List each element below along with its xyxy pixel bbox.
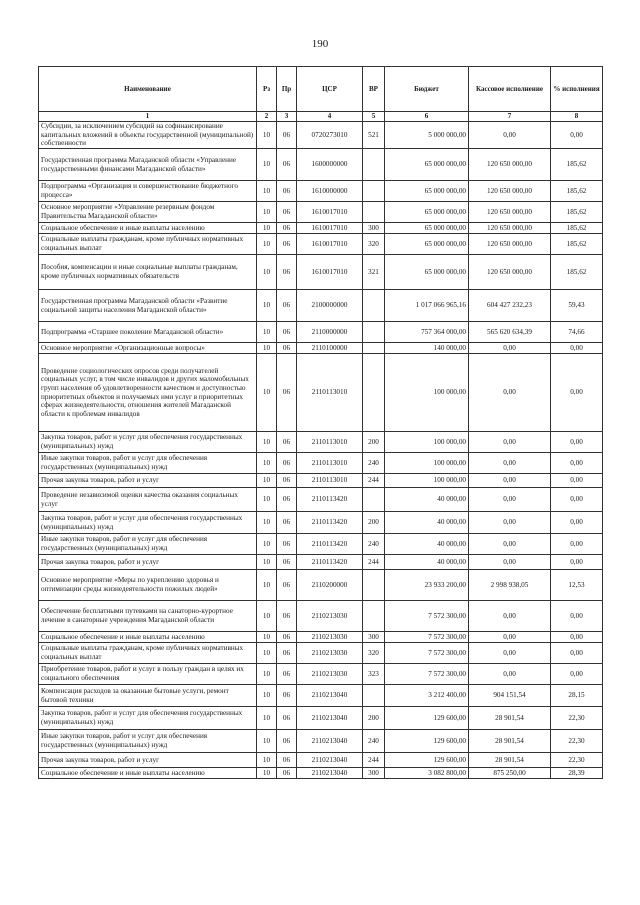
cell-csr: 2110200000 (297, 570, 363, 601)
cell-pr: 06 (277, 354, 297, 432)
cell-budget: 129 600,00 (385, 753, 469, 768)
table-row (39, 570, 603, 601)
cell-cash: 0,00 (469, 432, 551, 453)
cell-vr: 320 (363, 643, 385, 664)
cell-budget: 7 572 300,00 (385, 632, 469, 643)
cell-pct: 22,30 (551, 730, 603, 753)
cell-pct: 59,43 (551, 290, 603, 322)
header-rz: Рз (257, 67, 277, 112)
cell-csr: 1600000000 (297, 149, 363, 181)
cell-rz: 10 (257, 707, 277, 730)
cell-cash: 120 650 000,00 (469, 202, 551, 223)
table-row (39, 768, 603, 779)
cell-pr: 06 (277, 570, 297, 601)
cell-budget: 7 572 300,00 (385, 643, 469, 664)
cell-rz: 10 (257, 255, 277, 290)
cell-budget: 40 000,00 (385, 488, 469, 512)
cell-budget: 3 212 400,00 (385, 685, 469, 707)
table-row (39, 223, 603, 234)
cell-pct: 185,62 (551, 202, 603, 223)
cell-name: Социальное обеспечение и иные выплаты населению (39, 768, 257, 779)
cell-budget: 100 000,00 (385, 474, 469, 488)
cell-budget: 129 600,00 (385, 730, 469, 753)
cell-vr: 320 (363, 234, 385, 255)
cell-rz: 10 (257, 488, 277, 512)
cell-budget: 100 000,00 (385, 453, 469, 474)
col-number: 1 (39, 112, 257, 122)
cell-vr: 300 (363, 768, 385, 779)
cell-csr: 0720273010 (297, 122, 363, 149)
cell-pct: 28,39 (551, 768, 603, 779)
cell-csr: 1610017010 (297, 234, 363, 255)
cell-rz: 10 (257, 643, 277, 664)
header-csr: ЦСР (297, 67, 363, 112)
cell-vr (363, 601, 385, 632)
cell-name: Основное мероприятие «Управление резервным фондом Правительства Магаданской области» (39, 202, 257, 223)
col-number: 8 (551, 112, 603, 122)
cell-vr: 240 (363, 453, 385, 474)
cell-pct: 22,30 (551, 707, 603, 730)
cell-csr: 1610017010 (297, 255, 363, 290)
cell-csr: 2110213030 (297, 601, 363, 632)
cell-csr: 2110213040 (297, 707, 363, 730)
cell-pct: 0,00 (551, 534, 603, 555)
cell-vr: 521 (363, 122, 385, 149)
cell-pct: 0,00 (551, 432, 603, 453)
cell-csr: 1610017010 (297, 202, 363, 223)
table-row (39, 234, 603, 255)
cell-pr: 06 (277, 202, 297, 223)
table-row (39, 343, 603, 354)
cell-name: Иные закупки товаров, работ и услуг для обеспечения государственных (муниципальных) нужд (39, 730, 257, 753)
cell-cash: 0,00 (469, 534, 551, 555)
cell-cash: 0,00 (469, 632, 551, 643)
cell-vr (363, 488, 385, 512)
cell-csr: 2110113010 (297, 354, 363, 432)
table-row (39, 354, 603, 432)
cell-pr: 06 (277, 534, 297, 555)
cell-cash: 0,00 (469, 555, 551, 570)
header-budget: Бюджет (385, 67, 469, 112)
cell-csr: 2110113420 (297, 488, 363, 512)
cell-name: Проведение социологических опросов среди получателей социальных услуг, в том числе инвалидов и других маломобильных групп населения об удовлетворенности качеством и доступностью приоритетных объектов и получаемых ими услуг в приоритетных сферах жизнедеятельности, отношения жителей Магаданской области к проблемам инвалидов (39, 354, 257, 432)
table-row (39, 730, 603, 753)
cell-rz: 10 (257, 730, 277, 753)
cell-vr (363, 202, 385, 223)
cell-budget: 129 600,00 (385, 707, 469, 730)
table-row (39, 432, 603, 453)
cell-name: Социальные выплаты гражданам, кроме публичных нормативных социальных выплат (39, 234, 257, 255)
page-number: 190 (311, 38, 329, 50)
cell-cash: 28 901,54 (469, 730, 551, 753)
cell-cash: 0,00 (469, 354, 551, 432)
cell-cash: 0,00 (469, 343, 551, 354)
cell-cash: 0,00 (469, 512, 551, 534)
cell-name: Закупка товаров, работ и услуг для обеспечения государственных (муниципальных) нужд (39, 707, 257, 730)
cell-pct: 74,66 (551, 322, 603, 343)
cell-pct: 0,00 (551, 488, 603, 512)
cell-budget: 3 082 800,00 (385, 768, 469, 779)
cell-pr: 06 (277, 685, 297, 707)
cell-pr: 06 (277, 730, 297, 753)
cell-cash: 28 901,54 (469, 753, 551, 768)
cell-pct: 0,00 (551, 643, 603, 664)
cell-cash: 0,00 (469, 453, 551, 474)
cell-name: Прочая закупка товаров, работ и услуг (39, 753, 257, 768)
cell-cash: 0,00 (469, 474, 551, 488)
table-row (39, 255, 603, 290)
col-number: 3 (277, 112, 297, 122)
cell-pct: 28,15 (551, 685, 603, 707)
cell-budget: 65 000 000,00 (385, 223, 469, 234)
cell-pr: 06 (277, 181, 297, 202)
cell-csr: 2110113010 (297, 432, 363, 453)
cell-vr: 300 (363, 223, 385, 234)
table-row (39, 601, 603, 632)
table-row (39, 685, 603, 707)
cell-rz: 10 (257, 570, 277, 601)
cell-rz: 10 (257, 202, 277, 223)
cell-csr: 2110113010 (297, 474, 363, 488)
header-pr: Пр (277, 67, 297, 112)
cell-vr (363, 149, 385, 181)
cell-pct: 185,62 (551, 234, 603, 255)
header-name: Наименование (39, 67, 257, 112)
cell-pr: 06 (277, 223, 297, 234)
cell-cash: 2 998 938,05 (469, 570, 551, 601)
table-body (39, 122, 603, 779)
cell-rz: 10 (257, 632, 277, 643)
cell-csr: 2110213040 (297, 730, 363, 753)
cell-csr: 1610000000 (297, 181, 363, 202)
cell-pr: 06 (277, 632, 297, 643)
cell-cash: 120 650 000,00 (469, 234, 551, 255)
table-row (39, 534, 603, 555)
cell-name: Государственная программа Магаданской области «Управление государственными финансами Магаданской области» (39, 149, 257, 181)
cell-rz: 10 (257, 555, 277, 570)
cell-rz: 10 (257, 664, 277, 685)
cell-budget: 40 000,00 (385, 534, 469, 555)
cell-rz: 10 (257, 512, 277, 534)
cell-csr: 2110213040 (297, 685, 363, 707)
cell-vr (363, 685, 385, 707)
cell-budget: 65 000 000,00 (385, 255, 469, 290)
cell-cash: 120 650 000,00 (469, 255, 551, 290)
cell-pr: 06 (277, 122, 297, 149)
cell-rz: 10 (257, 453, 277, 474)
header-pct: % исполнения (551, 67, 603, 112)
cell-pr: 06 (277, 555, 297, 570)
col-number: 5 (363, 112, 385, 122)
cell-name: Субсидии, за исключением субсидий на софинансирование капитальных вложений в объекты государственной (муниципальной) собственности (39, 122, 257, 149)
cell-name: Подпрограмма «Организация и совершенствование бюджетного процесса» (39, 181, 257, 202)
cell-pr: 06 (277, 234, 297, 255)
cell-pct: 0,00 (551, 343, 603, 354)
cell-vr: 200 (363, 707, 385, 730)
cell-budget: 757 364 000,00 (385, 322, 469, 343)
cell-pr: 06 (277, 322, 297, 343)
cell-budget: 65 000 000,00 (385, 234, 469, 255)
cell-vr (363, 290, 385, 322)
cell-pct: 22,30 (551, 753, 603, 768)
cell-rz: 10 (257, 149, 277, 181)
cell-rz: 10 (257, 601, 277, 632)
cell-pr: 06 (277, 453, 297, 474)
cell-budget: 65 000 000,00 (385, 149, 469, 181)
cell-csr: 2110213030 (297, 643, 363, 664)
cell-csr: 2110113420 (297, 512, 363, 534)
cell-rz: 10 (257, 234, 277, 255)
cell-budget: 5 000 000,00 (385, 122, 469, 149)
table-row (39, 632, 603, 643)
cell-name: Компенсация расходов за оказанные бытовые услуги, ремонт бытовой техники (39, 685, 257, 707)
cell-budget: 100 000,00 (385, 354, 469, 432)
cell-pr: 06 (277, 512, 297, 534)
cell-rz: 10 (257, 432, 277, 453)
cell-budget: 7 572 300,00 (385, 664, 469, 685)
table-row (39, 322, 603, 343)
table-row (39, 488, 603, 512)
cell-budget: 40 000,00 (385, 512, 469, 534)
cell-cash: 0,00 (469, 601, 551, 632)
table-row (39, 753, 603, 768)
cell-vr: 240 (363, 534, 385, 555)
cell-budget: 7 572 300,00 (385, 601, 469, 632)
col-number: 6 (385, 112, 469, 122)
cell-pct: 12,53 (551, 570, 603, 601)
cell-cash: 0,00 (469, 643, 551, 664)
cell-budget: 1 017 066 965,16 (385, 290, 469, 322)
cell-pct: 0,00 (551, 632, 603, 643)
cell-name: Прочая закупка товаров, работ и услуг (39, 474, 257, 488)
col-number: 7 (469, 112, 551, 122)
cell-rz: 10 (257, 685, 277, 707)
cell-rz: 10 (257, 223, 277, 234)
cell-cash: 120 650 000,00 (469, 181, 551, 202)
cell-pct: 185,62 (551, 255, 603, 290)
table-row (39, 181, 603, 202)
table-row (39, 290, 603, 322)
cell-cash: 120 650 000,00 (469, 223, 551, 234)
cell-vr: 200 (363, 512, 385, 534)
cell-pr: 06 (277, 753, 297, 768)
cell-budget: 100 000,00 (385, 432, 469, 453)
table-row (39, 149, 603, 181)
cell-budget: 65 000 000,00 (385, 181, 469, 202)
cell-csr: 2100000000 (297, 290, 363, 322)
cell-vr: 244 (363, 474, 385, 488)
cell-rz: 10 (257, 753, 277, 768)
cell-vr (363, 354, 385, 432)
cell-rz: 10 (257, 474, 277, 488)
cell-pr: 06 (277, 488, 297, 512)
cell-name: Основное мероприятие «Меры по укреплению здоровья и оптимизации среды жизнедеятельности пожилых людей» (39, 570, 257, 601)
cell-vr: 200 (363, 432, 385, 453)
cell-pr: 06 (277, 432, 297, 453)
cell-pr: 06 (277, 768, 297, 779)
cell-vr: 244 (363, 753, 385, 768)
cell-name: Социальное обеспечение и иные выплаты населению (39, 632, 257, 643)
cell-pr: 06 (277, 601, 297, 632)
cell-csr: 2110213030 (297, 664, 363, 685)
cell-budget: 140 000,00 (385, 343, 469, 354)
cell-cash: 604 427 232,23 (469, 290, 551, 322)
cell-pr: 06 (277, 149, 297, 181)
cell-name: Социальное обеспечение и иные выплаты населению (39, 223, 257, 234)
cell-csr: 1610017010 (297, 223, 363, 234)
cell-csr: 2110000000 (297, 322, 363, 343)
budget-execution-table (38, 66, 603, 779)
cell-pct: 0,00 (551, 474, 603, 488)
cell-budget: 40 000,00 (385, 555, 469, 570)
cell-name: Прочая закупка товаров, работ и услуг (39, 555, 257, 570)
cell-csr: 2110213030 (297, 632, 363, 643)
col-number: 2 (257, 112, 277, 122)
cell-vr (363, 343, 385, 354)
cell-csr: 2110213040 (297, 753, 363, 768)
cell-pct: 0,00 (551, 555, 603, 570)
cell-cash: 120 650 000,00 (469, 149, 551, 181)
cell-pr: 06 (277, 255, 297, 290)
cell-vr: 244 (363, 555, 385, 570)
cell-vr (363, 570, 385, 601)
column-number-row (39, 112, 603, 122)
cell-rz: 10 (257, 534, 277, 555)
cell-vr (363, 322, 385, 343)
cell-pct: 185,62 (551, 181, 603, 202)
col-number: 4 (297, 112, 363, 122)
cell-cash: 875 250,00 (469, 768, 551, 779)
cell-csr: 2110113010 (297, 453, 363, 474)
cell-name: Социальные выплаты гражданам, кроме публичных нормативных социальных выплат (39, 643, 257, 664)
cell-pr: 06 (277, 643, 297, 664)
cell-csr: 2110113420 (297, 534, 363, 555)
table-row (39, 643, 603, 664)
cell-budget: 65 000 000,00 (385, 202, 469, 223)
cell-pct: 185,62 (551, 223, 603, 234)
cell-pct: 185,62 (551, 149, 603, 181)
header-row (39, 67, 603, 112)
table-row (39, 122, 603, 149)
cell-pct: 0,00 (551, 664, 603, 685)
cell-cash: 0,00 (469, 488, 551, 512)
cell-cash: 28 901,54 (469, 707, 551, 730)
cell-pr: 06 (277, 290, 297, 322)
table-row (39, 664, 603, 685)
cell-rz: 10 (257, 181, 277, 202)
cell-cash: 565 620 634,39 (469, 322, 551, 343)
cell-cash: 0,00 (469, 664, 551, 685)
cell-rz: 10 (257, 322, 277, 343)
cell-vr: 321 (363, 255, 385, 290)
cell-vr: 240 (363, 730, 385, 753)
table-row (39, 512, 603, 534)
table-row (39, 707, 603, 730)
cell-rz: 10 (257, 768, 277, 779)
header-cash: Кассовое исполнение (469, 67, 551, 112)
cell-name: Подпрограмма «Старшее поколение Магаданской области» (39, 322, 257, 343)
cell-name: Приобретение товаров, работ и услуг в пользу граждан в целях их социального обеспечения (39, 664, 257, 685)
cell-pr: 06 (277, 664, 297, 685)
table-row (39, 474, 603, 488)
cell-name: Закупка товаров, работ и услуг для обеспечения государственных (муниципальных) нужд (39, 432, 257, 453)
cell-name: Обеспечение бесплатными путевками на санаторно-курортное лечение в санаторные учреждения Магаданской области (39, 601, 257, 632)
cell-csr: 2110113420 (297, 555, 363, 570)
cell-pct: 0,00 (551, 601, 603, 632)
cell-vr: 300 (363, 632, 385, 643)
cell-vr: 323 (363, 664, 385, 685)
cell-cash: 0,00 (469, 122, 551, 149)
cell-name: Основное мероприятие «Организационные вопросы» (39, 343, 257, 354)
cell-vr (363, 181, 385, 202)
table-row (39, 453, 603, 474)
cell-pct: 0,00 (551, 453, 603, 474)
cell-rz: 10 (257, 354, 277, 432)
cell-pct: 0,00 (551, 354, 603, 432)
cell-pr: 06 (277, 343, 297, 354)
cell-pr: 06 (277, 707, 297, 730)
cell-rz: 10 (257, 122, 277, 149)
cell-name: Государственная программа Магаданской области «Развитие социальной защиты населения Магаданской области» (39, 290, 257, 322)
table-row (39, 555, 603, 570)
cell-csr: 2110100000 (297, 343, 363, 354)
cell-name: Иные закупки товаров, работ и услуг для обеспечения государственных (муниципальных) нужд (39, 453, 257, 474)
cell-pr: 06 (277, 474, 297, 488)
cell-budget: 23 933 200,00 (385, 570, 469, 601)
table-row (39, 202, 603, 223)
cell-cash: 904 151,54 (469, 685, 551, 707)
cell-csr: 2110213040 (297, 768, 363, 779)
cell-rz: 10 (257, 290, 277, 322)
cell-name: Пособия, компенсации и иные социальные выплаты гражданам, кроме публичных нормативных обязательств (39, 255, 257, 290)
header-vr: ВР (363, 67, 385, 112)
cell-pct: 0,00 (551, 512, 603, 534)
cell-pct: 0,00 (551, 122, 603, 149)
cell-rz: 10 (257, 343, 277, 354)
cell-name: Закупка товаров, работ и услуг для обеспечения государственных (муниципальных) нужд (39, 512, 257, 534)
cell-name: Иные закупки товаров, работ и услуг для обеспечения государственных (муниципальных) нужд (39, 534, 257, 555)
cell-name: Проведение независимой оценки качества оказания социальных услуг (39, 488, 257, 512)
